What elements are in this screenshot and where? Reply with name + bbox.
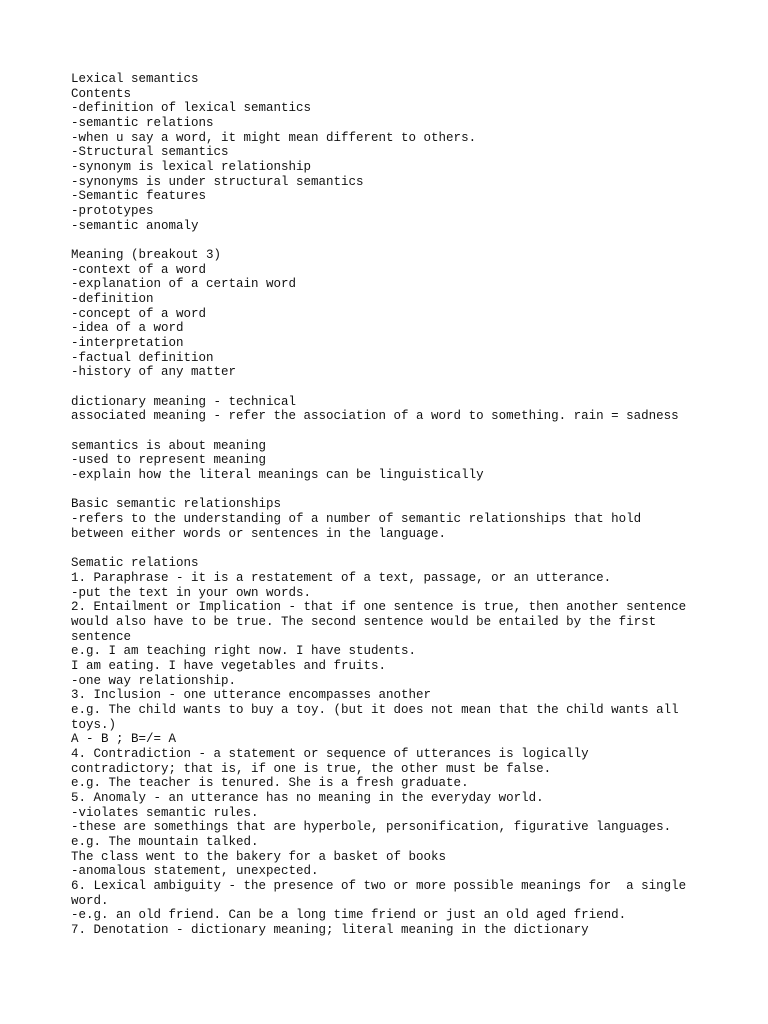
text-line: -e.g. an old friend. Can be a long time friend or just an old aged friend. [71, 908, 627, 923]
text-line: -these are somethings that are hyperbole, personification, figurative languages. [71, 820, 672, 835]
list-item: 2. Entailment or Implication - that if one sentence is true, then another sentence [71, 600, 687, 615]
text-line: e.g. The teacher is tenured. She is a fresh graduate. [71, 776, 469, 791]
text-line: I am eating. I have vegetables and fruits. [71, 658, 387, 673]
meaning-block [71, 248, 751, 380]
text-line: -history of any matter [71, 365, 237, 380]
text-line: e.g. I am teaching right now. I have students. [71, 644, 417, 659]
text-line: -concept of a word [71, 306, 207, 321]
text-line: -synonyms is under structural semantics [71, 174, 364, 189]
text-line: -semantic relations [71, 116, 214, 131]
text-line: A - B ; B=/= A [71, 732, 177, 747]
section-heading: Basic semantic relationships [71, 497, 282, 512]
list-item: 1. Paraphrase - it is a restatement of a text, passage, or an utterance. [71, 570, 612, 585]
text-line: -interpretation [71, 336, 184, 351]
semantic-relations-block [71, 556, 751, 937]
list-item: 6. Lexical ambiguity - the presence of two or more possible meanings for a single [71, 878, 687, 893]
text-line: word. [71, 893, 109, 908]
text-line: -context of a word [71, 262, 207, 277]
text-line: -factual definition [71, 350, 214, 365]
text-line: -semantic anomaly [71, 218, 199, 233]
text-line: -when u say a word, it might mean different to others. [71, 130, 477, 145]
text-line: -Semantic features [71, 189, 207, 204]
text-line: e.g. The mountain talked. [71, 834, 259, 849]
text-line: -explain how the literal meanings can be linguistically [71, 468, 484, 483]
text-line: between either words or sentences in the language. [71, 526, 447, 541]
document-title: Lexical semantics [71, 72, 199, 86]
meaning-types-block [71, 395, 751, 424]
list-item: 4. Contradiction - a statement or sequence of utterances is logically [71, 746, 589, 761]
text-line: toys.) [71, 717, 117, 732]
text-line: contradictory; that is, if one is true, the other must be false. [71, 761, 552, 776]
text-line: -definition of lexical semantics [71, 101, 312, 116]
list-item: 7. Denotation - dictionary meaning; literal meaning in the dictionary [71, 922, 589, 937]
text-line: -refers to the understanding of a number of semantic relationships that hold [71, 512, 642, 527]
text-line: -idea of a word [71, 321, 184, 336]
section-heading: Sematic relations [71, 556, 199, 571]
text-line: dictionary meaning - technical [71, 394, 297, 409]
text-line: -used to represent meaning [71, 453, 267, 468]
text-line: -Structural semantics [71, 145, 229, 160]
text-line: e.g. The child wants to buy a toy. (but it does not mean that the child wants all [71, 702, 679, 717]
text-line: The class went to the bakery for a basket of books [71, 849, 447, 864]
text-line: -explanation of a certain word [71, 277, 297, 292]
text-line: sentence [71, 629, 132, 644]
text-line: associated meaning - refer the association of a word to something. rain = sadness [71, 409, 679, 424]
list-item: 5. Anomaly - an utterance has no meaning in the everyday world. [71, 790, 544, 805]
contents-heading: Contents [71, 86, 132, 101]
contents-block [71, 72, 751, 233]
document-body [71, 72, 751, 938]
section-heading: Meaning (breakout 3) [71, 248, 222, 263]
text-line: -prototypes [71, 204, 154, 219]
list-item: 3. Inclusion - one utterance encompasses another [71, 688, 432, 703]
text-line: -violates semantic rules. [71, 805, 259, 820]
text-line: -put the text in your own words. [71, 585, 312, 600]
text-line: -one way relationship. [71, 673, 237, 688]
section-heading: semantics is about meaning [71, 438, 267, 453]
text-line: -definition [71, 292, 154, 307]
text-line: -synonym is lexical relationship [71, 160, 312, 175]
text-line: -anomalous statement, unexpected. [71, 864, 319, 879]
basic-relationships-block [71, 497, 751, 541]
text-line: would also have to be true. The second sentence would be entailed by the first [71, 614, 657, 629]
semantics-block [71, 439, 751, 483]
